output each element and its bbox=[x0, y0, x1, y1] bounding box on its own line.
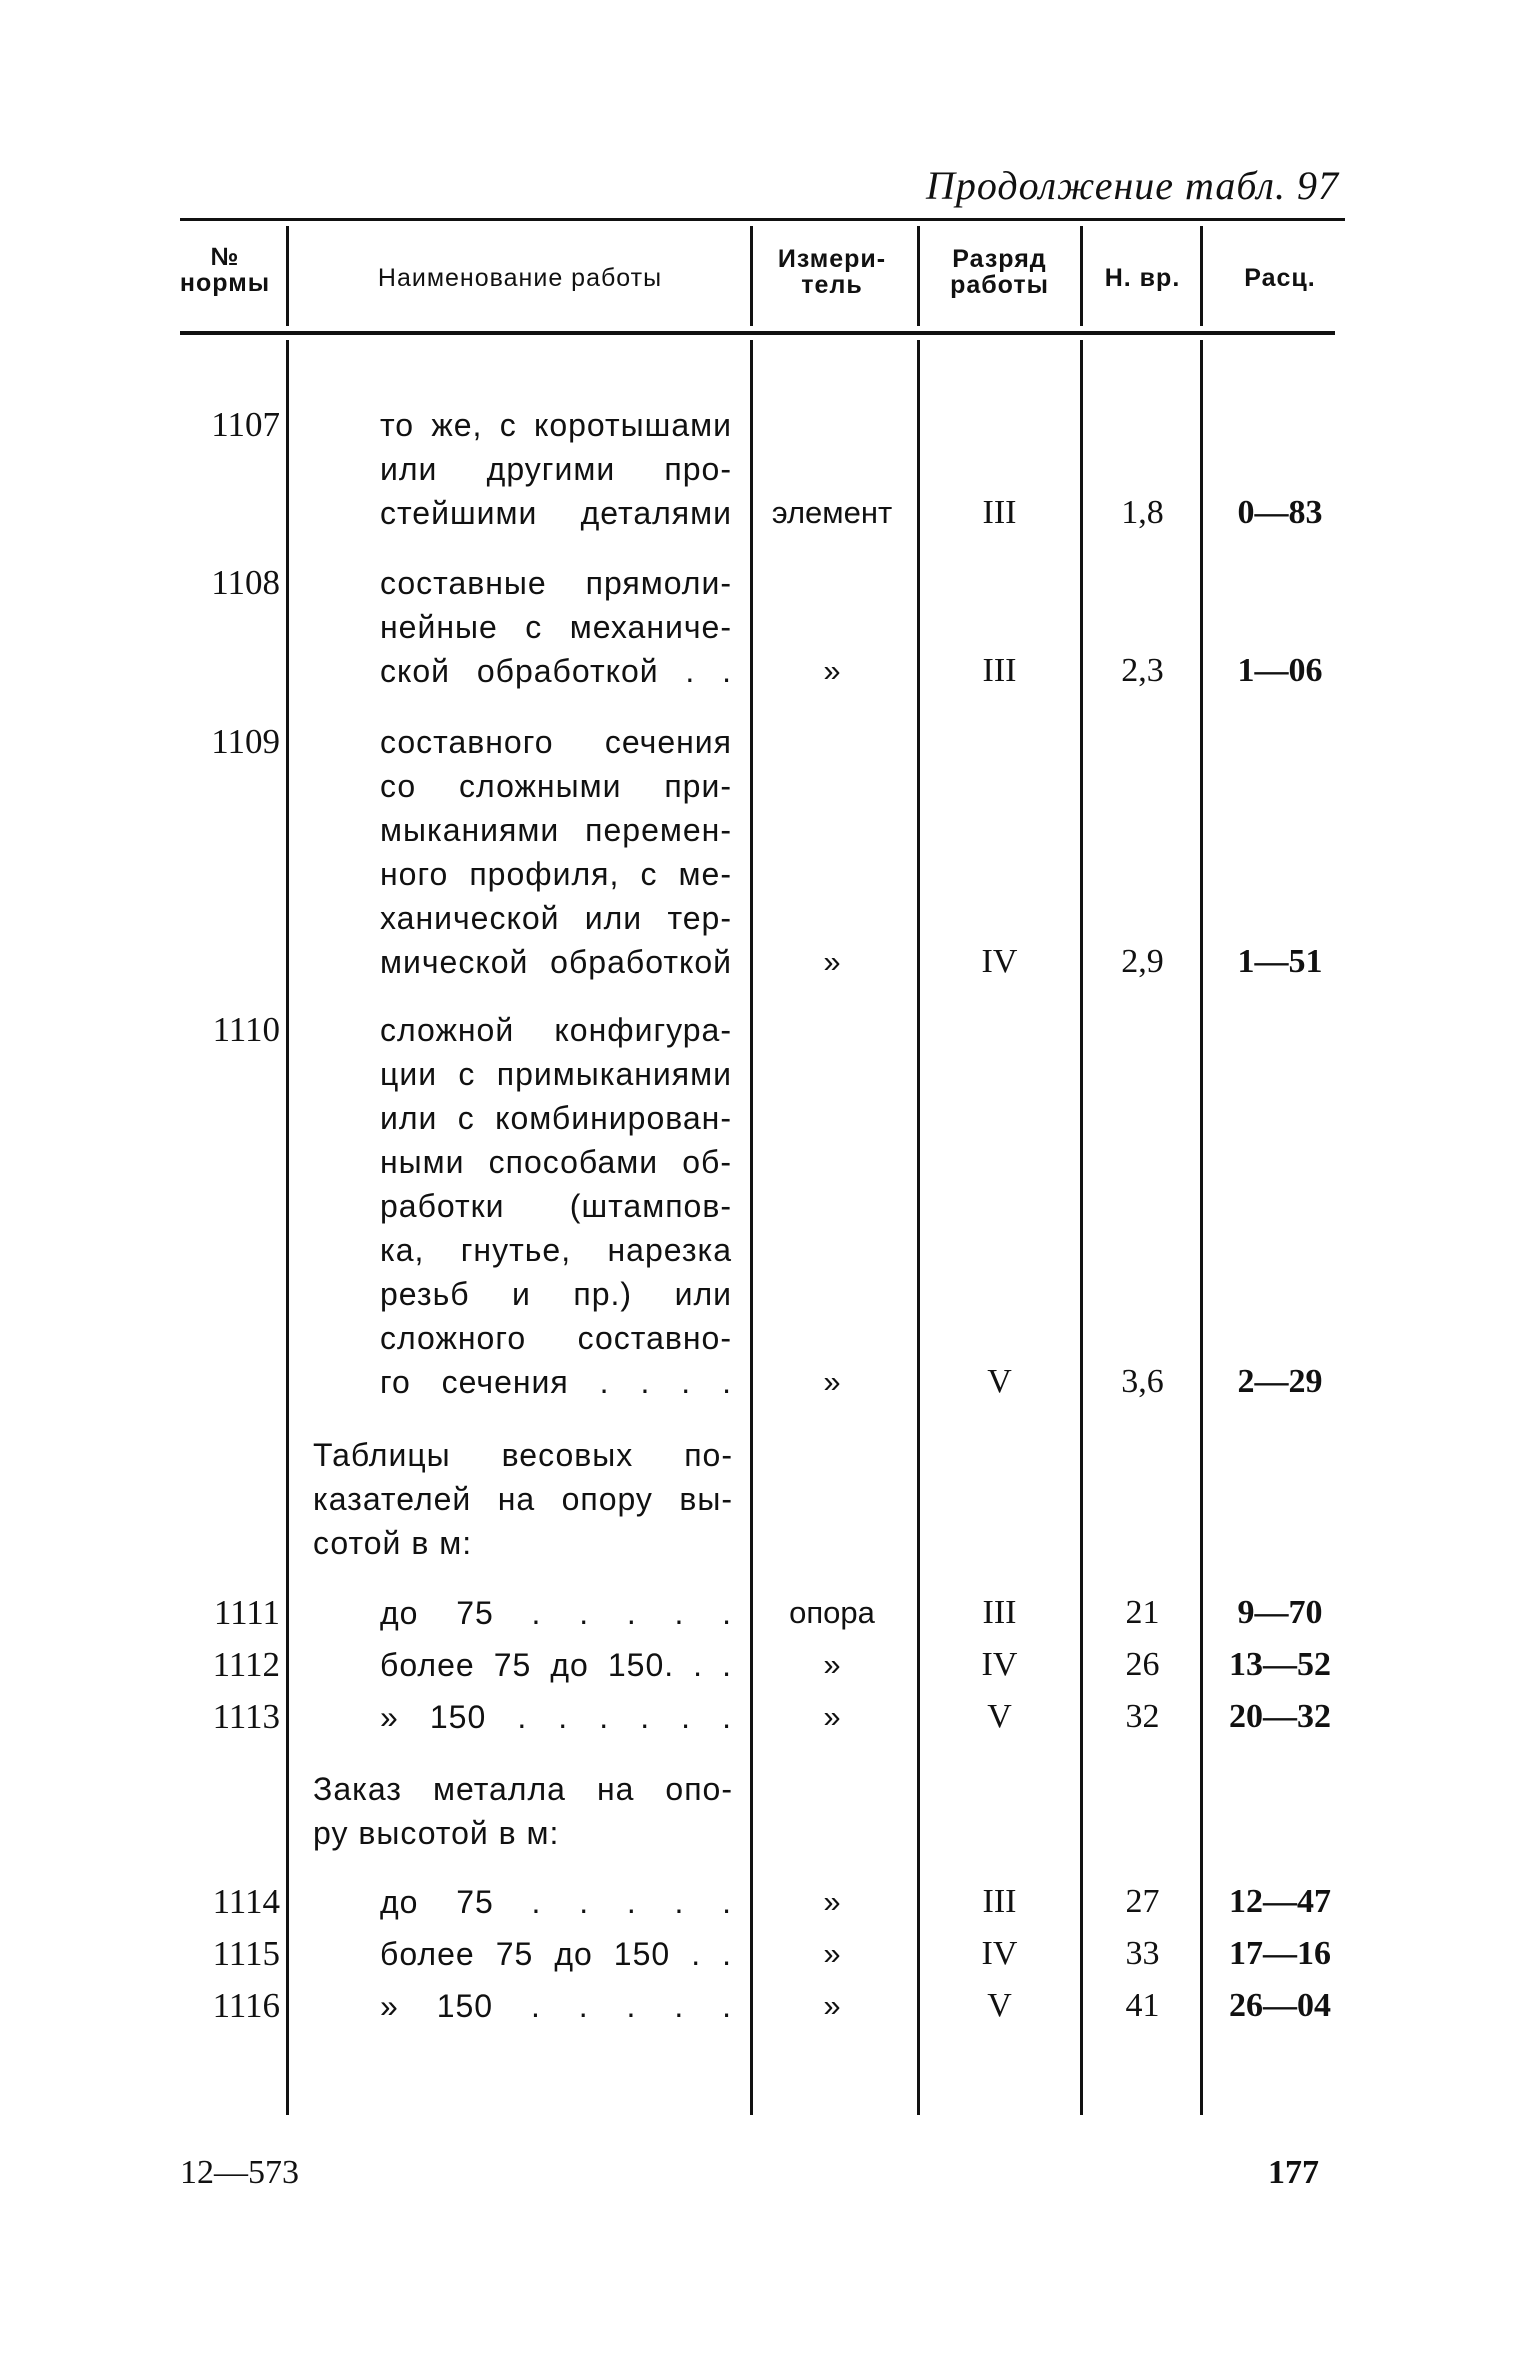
norm-number: 1110 bbox=[212, 1010, 280, 1049]
norm-number: 1109 bbox=[211, 722, 280, 761]
work-grade: V bbox=[987, 1987, 1012, 2024]
description-line: ка, гнутье, нарезка bbox=[380, 1232, 732, 1268]
measure-unit: » bbox=[823, 1988, 841, 2023]
time-norm: 21 bbox=[1125, 1594, 1160, 1631]
column-header-unit-line1: Измери- bbox=[777, 245, 887, 273]
description-line: » 150 . . . . . bbox=[380, 1988, 732, 2024]
time-norm: 33 bbox=[1125, 1935, 1160, 1972]
printing-signature: 12—573 bbox=[180, 2154, 299, 2191]
description-line: ханической или тер- bbox=[380, 900, 732, 936]
time-norm: 27 bbox=[1125, 1883, 1160, 1920]
work-description bbox=[380, 561, 732, 693]
measure-unit: » bbox=[823, 1364, 841, 1399]
description-line: резьб и пр.) или bbox=[380, 1276, 732, 1312]
time-norm: 3,6 bbox=[1121, 1363, 1164, 1400]
column-header-grade-line2: работы bbox=[950, 271, 1049, 299]
column-header-unit-line2: тель bbox=[801, 271, 863, 299]
norm-number: 1116 bbox=[212, 1986, 280, 2025]
subheading-line: казателей на опору вы- bbox=[313, 1481, 733, 1517]
measure-unit: элемент bbox=[771, 495, 893, 530]
description-line: » 150 . . . . . . bbox=[380, 1699, 732, 1735]
section-subheading bbox=[313, 1767, 733, 1855]
rate-price: 17—16 bbox=[1229, 1935, 1331, 1972]
norm-number: 1113 bbox=[212, 1697, 280, 1736]
time-norm: 41 bbox=[1125, 1987, 1160, 2024]
work-description bbox=[380, 1695, 732, 1739]
description-line: составного сечения bbox=[380, 724, 732, 760]
description-line: или другими про- bbox=[380, 451, 732, 487]
work-description bbox=[380, 720, 732, 984]
section-subheading bbox=[313, 1433, 733, 1565]
work-description bbox=[380, 1643, 732, 1687]
description-line: до 75 . . . . . bbox=[380, 1595, 732, 1631]
subheading-line: сотой в м: bbox=[313, 1525, 473, 1561]
column-header-grade-line1: Разряд bbox=[952, 245, 1047, 273]
description-line: со сложными при- bbox=[380, 768, 732, 804]
time-norm: 32 bbox=[1125, 1698, 1160, 1735]
body-divider-2 bbox=[750, 340, 753, 2115]
rate-price: 0—83 bbox=[1237, 494, 1323, 531]
rate-price: 26—04 bbox=[1229, 1987, 1331, 2024]
description-line: сложного составно- bbox=[380, 1320, 732, 1356]
description-line: сложной конфигура- bbox=[380, 1012, 732, 1048]
work-grade: III bbox=[982, 494, 1017, 531]
time-norm: 2,9 bbox=[1121, 943, 1164, 980]
column-header-number-symbol: № bbox=[210, 243, 240, 271]
measure-unit: » bbox=[823, 1884, 841, 1919]
measure-unit: » bbox=[823, 944, 841, 979]
column-header-number-word: нормы bbox=[179, 269, 271, 297]
work-grade: V bbox=[987, 1363, 1012, 1400]
page-number: 177 bbox=[1268, 2154, 1319, 2191]
work-description bbox=[380, 1880, 732, 1924]
description-line: нейные с механиче- bbox=[380, 609, 732, 645]
column-header-time: Н. вр. bbox=[1104, 264, 1181, 292]
norm-number: 1107 bbox=[211, 405, 280, 444]
measure-unit: » bbox=[823, 1936, 841, 1971]
column-header-price: Расц. bbox=[1244, 264, 1316, 292]
description-line: ными способами об- bbox=[380, 1144, 732, 1180]
body-divider-5 bbox=[1200, 340, 1203, 2115]
column-header-name: Наименование работы bbox=[377, 264, 663, 292]
norm-number: 1114 bbox=[212, 1882, 280, 1921]
rate-price: 2—29 bbox=[1237, 1363, 1323, 1400]
header-top-rule bbox=[180, 218, 1345, 221]
work-grade: III bbox=[982, 1883, 1017, 1920]
time-norm: 1,8 bbox=[1121, 494, 1164, 531]
work-grade: IV bbox=[981, 943, 1018, 980]
measure-unit: » bbox=[823, 653, 841, 688]
description-line: более 75 до 150. . . bbox=[380, 1647, 732, 1683]
body-divider-4 bbox=[1080, 340, 1083, 2115]
work-grade: III bbox=[982, 652, 1017, 689]
rate-price: 9—70 bbox=[1237, 1594, 1323, 1631]
time-norm: 2,3 bbox=[1121, 652, 1164, 689]
description-line: то же, с коротышами bbox=[380, 407, 732, 443]
measure-unit: » bbox=[823, 1647, 841, 1682]
subheading-line: ру высотой в м: bbox=[313, 1815, 560, 1851]
measure-unit: » bbox=[823, 1699, 841, 1734]
description-line: работки (штампов- bbox=[380, 1188, 732, 1224]
description-line: мыканиями перемен- bbox=[380, 812, 732, 848]
norm-number: 1108 bbox=[211, 563, 280, 602]
work-grade: IV bbox=[981, 1646, 1018, 1683]
rate-price: 1—06 bbox=[1237, 652, 1323, 689]
header-divider-2 bbox=[750, 226, 753, 326]
description-line: мической обработкой bbox=[380, 944, 732, 980]
description-line: го сечения . . . . bbox=[380, 1364, 732, 1400]
column-header-grade bbox=[922, 246, 1077, 298]
rate-price: 1—51 bbox=[1237, 943, 1323, 980]
rate-price: 13—52 bbox=[1229, 1646, 1331, 1683]
measure-unit: опора bbox=[789, 1595, 875, 1630]
header-divider-5 bbox=[1200, 226, 1203, 326]
header-divider-1 bbox=[286, 226, 289, 326]
table-continuation-caption: Продолжение табл. 97 bbox=[925, 163, 1339, 208]
work-description bbox=[380, 403, 732, 535]
time-norm: 26 bbox=[1125, 1646, 1160, 1683]
work-grade: IV bbox=[981, 1935, 1018, 1972]
work-description bbox=[380, 1008, 732, 1404]
work-grade: V bbox=[987, 1698, 1012, 1735]
norm-number: 1112 bbox=[212, 1645, 280, 1684]
body-divider-1 bbox=[286, 340, 289, 2115]
norm-number: 1111 bbox=[213, 1593, 280, 1632]
description-line: или с комбинирован- bbox=[380, 1100, 732, 1136]
rate-price: 20—32 bbox=[1229, 1698, 1331, 1735]
header-divider-4 bbox=[1080, 226, 1083, 326]
work-description bbox=[380, 1591, 732, 1635]
header-divider-3 bbox=[917, 226, 920, 326]
description-line: до 75 . . . . . bbox=[380, 1884, 732, 1920]
description-line: ного профиля, с ме- bbox=[380, 856, 732, 892]
header-bottom-rule bbox=[180, 331, 1335, 335]
column-header-number bbox=[170, 244, 280, 296]
description-line: более 75 до 150 . . bbox=[380, 1936, 732, 1972]
column-header-unit bbox=[752, 246, 912, 298]
description-line: ции с примыканиями bbox=[380, 1056, 732, 1092]
work-description bbox=[380, 1984, 732, 2028]
description-line: стейшими деталями bbox=[380, 495, 732, 531]
rate-price: 12—47 bbox=[1229, 1883, 1331, 1920]
body-divider-3 bbox=[917, 340, 920, 2115]
norm-number: 1115 bbox=[212, 1934, 280, 1973]
work-grade: III bbox=[982, 1594, 1017, 1631]
subheading-line: Таблицы весовых по- bbox=[313, 1437, 733, 1473]
work-description bbox=[380, 1932, 732, 1976]
description-line: ской обработкой . . bbox=[380, 653, 732, 689]
subheading-line: Заказ металла на опо- bbox=[313, 1771, 733, 1807]
description-line: составные прямоли- bbox=[380, 565, 732, 601]
